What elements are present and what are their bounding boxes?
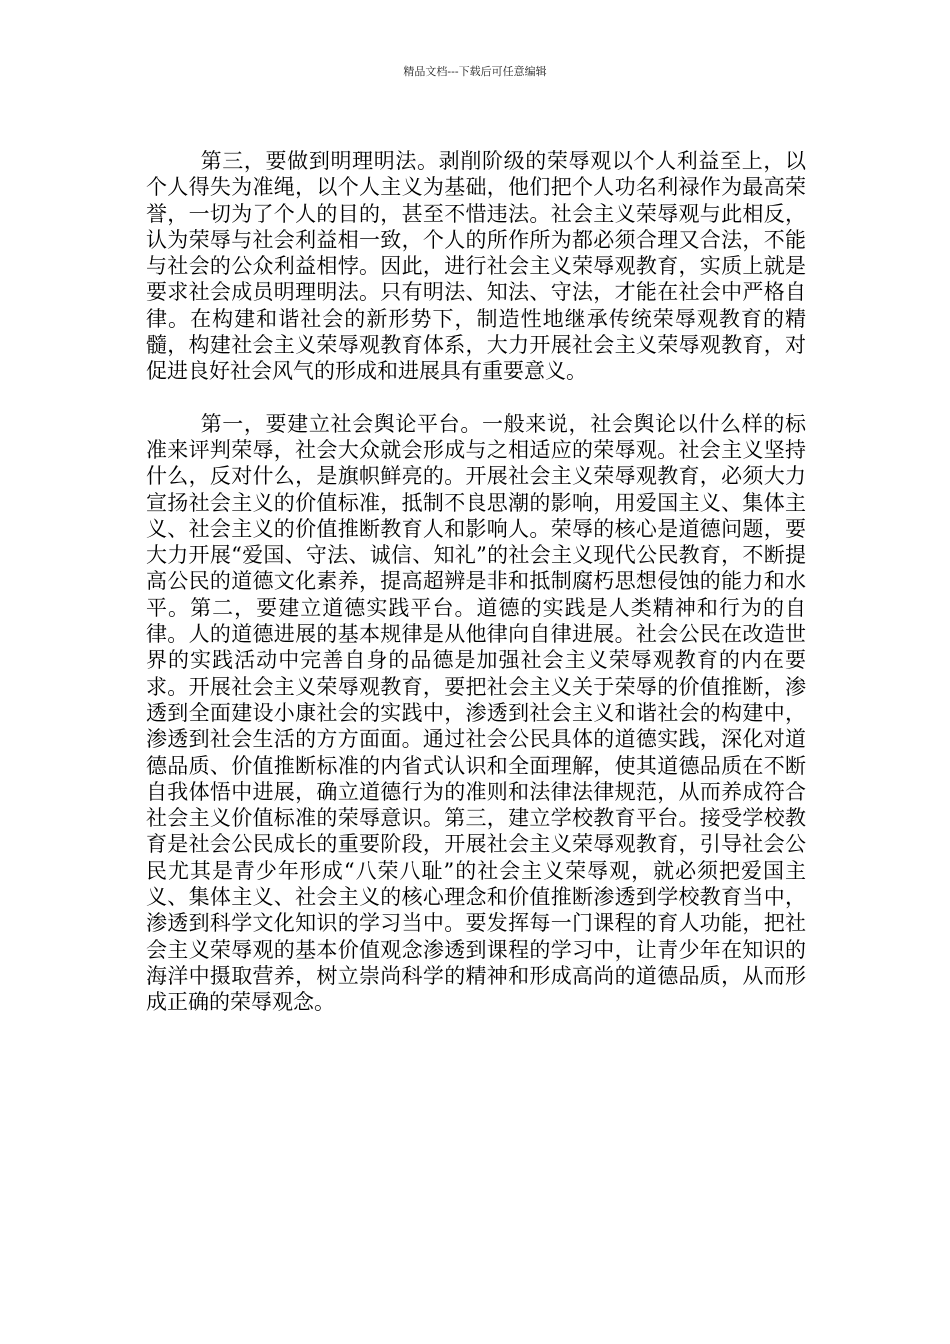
paragraph-2: 第一，要建立社会舆论平台。一般来说，社会舆论以什么样的标准来评判荣辱，社会大众就会形成与之相适应的荣辱观。社会主义坚持什么，反对什么，是旗帜鲜亮的。开展社会主义荣辱观教育，必须大力宣扬社会主义的价值标准，抵制不良思潮的影响，用爱国主义、集体主义、社会主义的价值推断教育人和影响人。荣辱的核心是道德问题，要大力开展“爱国、守法、诚信、知礼”的社会主义现代公民教育，不断提高公民的道德文化素养，提高超辨是非和抵制腐朽思想侵蚀的能力和水平。第二，要建立道德实践平台。道德的实践是人类精神和行为的自律。人的道德进展的基本规律是从他律向自律进展。社会公民在改造世界的实践活动中完善自身的品德是加强社会主义荣辱观教育的内在要求。开展社会主义荣辱观教育，要把社会主义关于荣辱的价值推断，渗透到全面建设小康社会的实践中，渗透到社会主义和谐社会的构建中，渗透到社会生活的方方面面。通过社会公民具体的道德实践，深化对道德品质、价值推断标准的内省式认识和全面理解，使其道德品质在不断自我体悟中进展，确立道德行为的准则和法律法律规范，从而养成符合社会主义价值标准的荣辱意识。第三，建立学校教育平台。接受学校教育是社会公民成长的重要阶段，开展社会主义荣辱观教育，引导社会公民尤其是青少年形成“八荣八耻”的社会主义荣辱观，就必须把爱国主义、集体主义、社会主义的核心理念和价值推断渗透到学校教育当中，渗透到科学文化知识的学习当中。要发挥每一门课程的育人功能，把社会主义荣辱观的基本价值观念渗透到课程的学习中，让青少年在知识的海洋中摄取营养，树立崇尚科学的精神和形成高尚的道德品质，从而形成正确的荣辱观念。 (146, 411, 806, 1015)
paragraph-1: 第三，要做到明理明法。剥削阶级的荣辱观以个人利益至上，以个人得失为准绳，以个人主义为基础，他们把个人功名利禄作为最高荣誉，一切为了个人的目的，甚至不惜违法。社会主义荣辱观与此相反，认为荣辱与社会利益相一致，个人的所作所为都必须合理又合法，不能与社会的公众利益相悖。因此，进行社会主义荣辱观教育，实质上就是要求社会成员明理明法。只有明法、知法、守法，才能在社会中严格自律。在构建和谐社会的新形势下，制造性地继承传统荣辱观教育的精髓，构建社会主义荣辱观教育体系，大力开展社会主义荣辱观教育，对促进良好社会风气的形成和进展具有重要意义。 (146, 149, 806, 384)
document-body (146, 148, 806, 1016)
page-header: 精品文档---下载后可任意编辑 (403, 65, 547, 78)
